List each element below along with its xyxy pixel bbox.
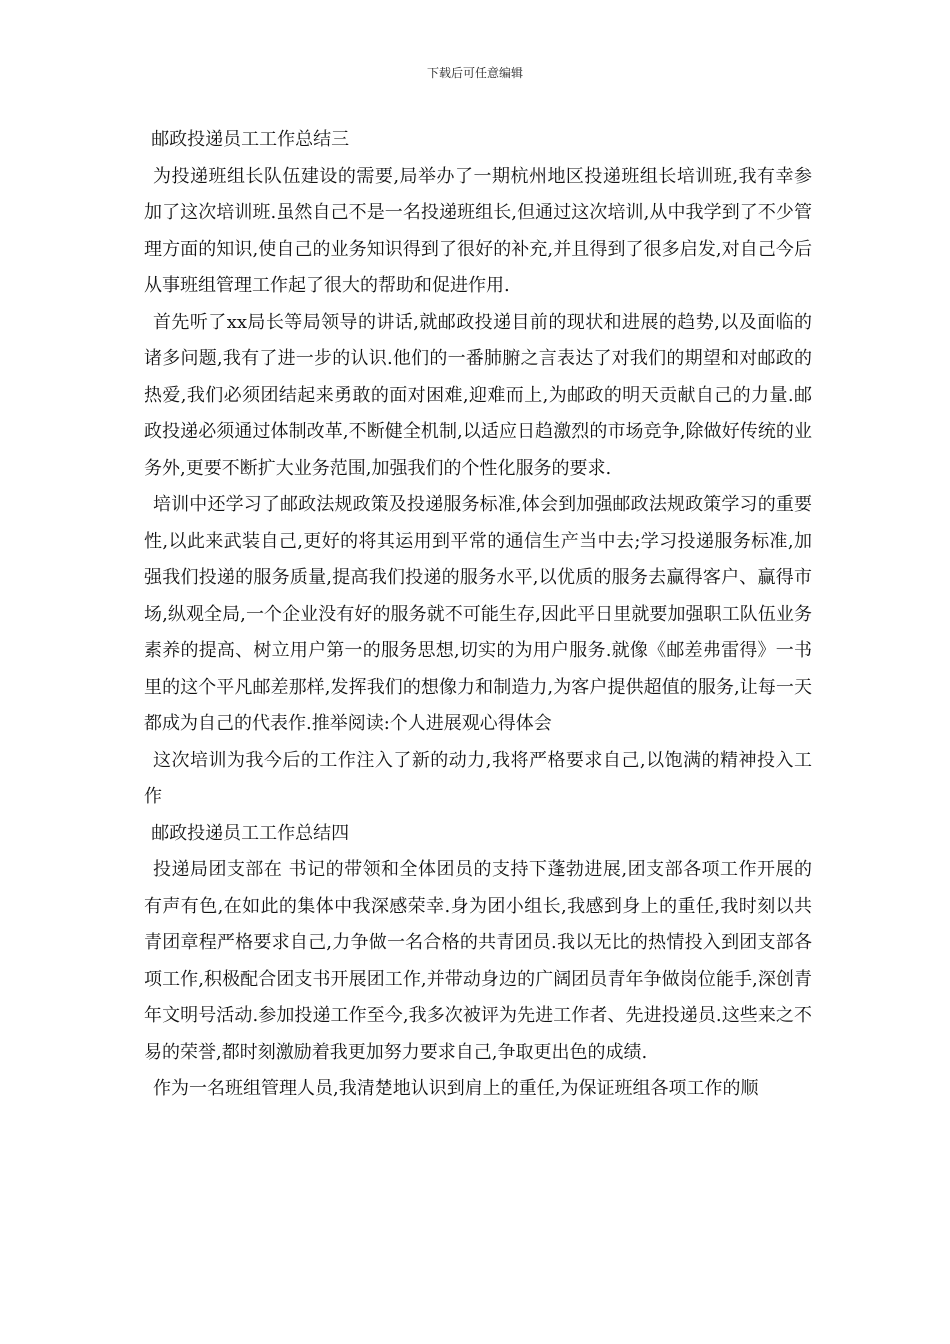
section-title: 邮政投递员工工作总结四	[151, 822, 350, 844]
document-body	[144, 122, 812, 1108]
paragraph: 这次培训为我今后的工作注入了新的动力,我将严格要求自己,以饱满的精神投入工作	[144, 749, 812, 807]
paragraph: 作为一名班组管理人员,我清楚地认识到肩上的重任,为保证班组各项工作的顺	[153, 1078, 759, 1099]
page-header: 下载后可任意编辑	[426, 66, 523, 80]
section-title: 邮政投递员工工作总结三	[151, 129, 350, 150]
paragraph: 投递局团支部在 书记的带领和全体团员的支持下蓬勃进展,团支部各项工作开展的有声有色,在如此的集体中我深感荣幸.身为团小组长,我感到身上的重任,我时刻以共青团章程严格要求自己,力争做一名合格的共青团员.我以无比的热情投入到团支部各项工作,积极配合团支书开展团工作,并带动身边的广阔团员青年争做岗位能手,深创青年文明号活动.参加投递工作至今,我多次被评为先进工作者、先进投递员.这些来之不易的荣誉,都时刻激励着我更加努力要求自己,争取更出色的成绩.	[144, 859, 812, 1063]
paragraph: 为投递班组长队伍建设的需要,局举办了一期杭州地区投递班组长培训班,我有幸参加了这次培训班.虽然自己不是一名投递班组长,但通过这次培训,从中我学到了不少管理方面的知识,使自己的业务知识得到了很好的补充,并且得到了很多启发,对自己今后从事班组管理工作起了很大的帮助和促进作用.	[144, 165, 812, 296]
paragraph: 首先听了xx局长等局领导的讲话,就邮政投递目前的现状和进展的趋势,以及面临的诸多问题,我有了进一步的认识.他们的一番肺腑之言表达了对我们的期望和对邮政的热爱,我们必须团结起来勇敢的面对困难,迎难而上,为邮政的明天贡献自己的力量.邮政投递必须通过体制改革,不断健全机制,以适应日趋激烈的市场竞争,除做好传统的业务外,更要不断扩大业务范围,加强我们的个性化服务的要求.	[144, 311, 812, 479]
paragraph: 培训中还学习了邮政法规政策及投递服务标准,体会到加强邮政法规政策学习的重要性,以此来武装自己,更好的将其运用到平常的通信生产当中去;学习投递服务标准,加强我们投递的服务质量,提高我们投递的服务水平,以优质的服务去赢得客户、赢得市场,纵观全局,一个企业没有好的服务就不可能生存,因此平日里就要加强职工队伍业务素养的提高、树立用户第一的服务思想,切实的为用户服务.就像《邮差弗雷得》一书里的这个平凡邮差那样,发挥我们的想像力和制造力,为客户提供超值的服务,让每一天都成为自己的代表作.推举阅读:个人进展观心得体会	[144, 494, 812, 734]
